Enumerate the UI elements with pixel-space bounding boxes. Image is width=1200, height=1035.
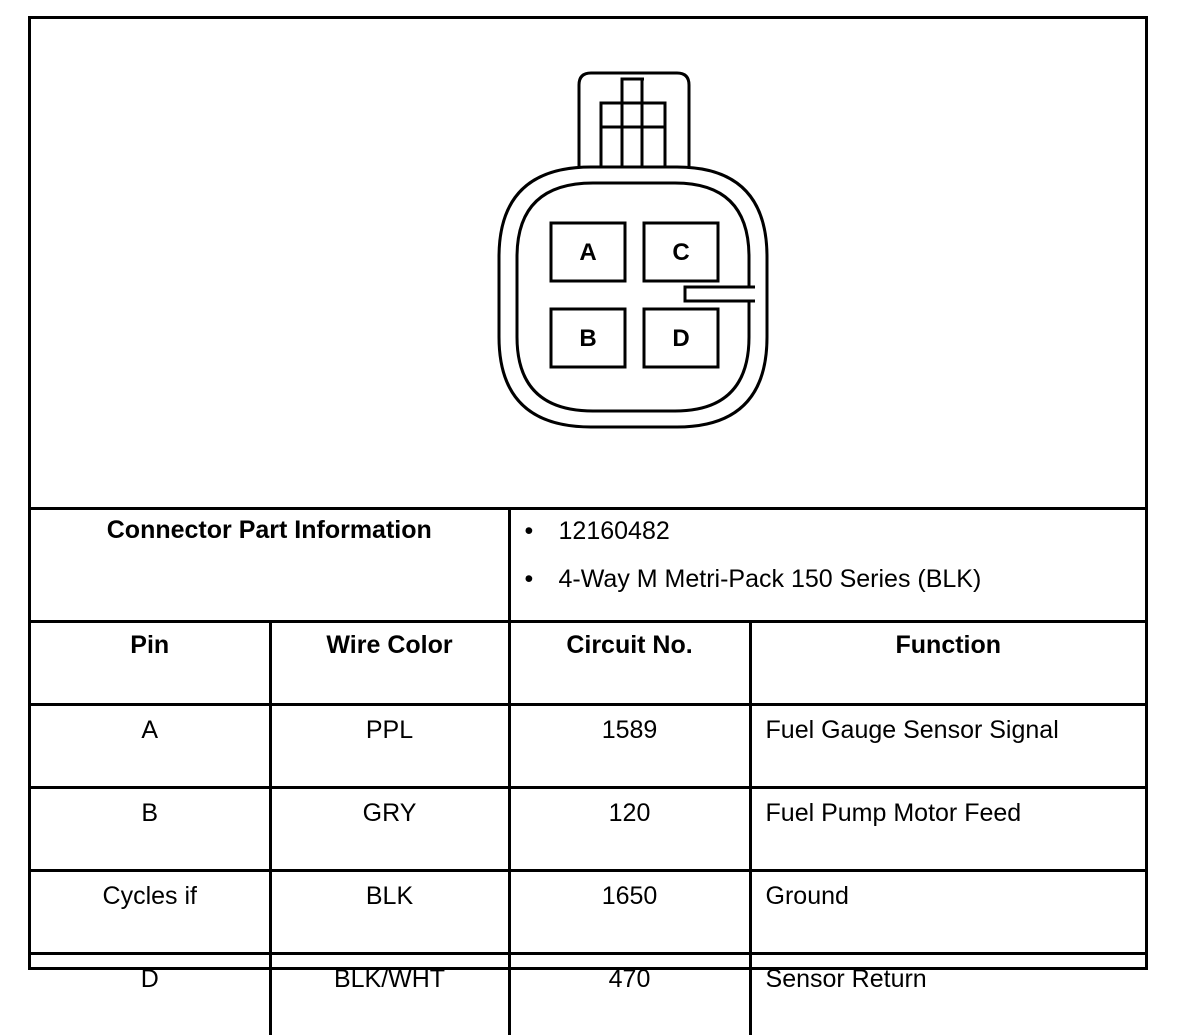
cell-circuit: 470 (509, 954, 750, 1035)
table-row (31, 788, 1145, 871)
cell-wire-color: PPL (270, 705, 509, 788)
table-header-row (31, 622, 1145, 705)
connector-diagram (31, 19, 1145, 510)
svg-text:B: B (579, 325, 596, 352)
header-function: Function (750, 622, 1145, 705)
connector-sheet (28, 16, 1148, 970)
connector-face-icon (31, 19, 1145, 507)
connector-latch (579, 73, 689, 167)
pin-cavity-c (644, 223, 718, 281)
part-number: 12160482 (559, 517, 670, 545)
connector-description: 4-Way M Metri-Pack 150 Series (BLK) (559, 565, 982, 593)
cell-circuit: 1650 (509, 871, 750, 954)
part-info-values (509, 510, 1145, 622)
part-info-label: Connector Part Information (31, 510, 509, 622)
pin-cavity-b (551, 309, 625, 367)
pin-cavity-a (551, 223, 625, 281)
header-circuit-no: Circuit No. (509, 622, 750, 705)
pin-cavity-d (644, 309, 718, 367)
part-info-item (525, 564, 1146, 612)
header-pin: Pin (31, 622, 270, 705)
bullet-icon: • (525, 516, 559, 546)
cell-pin: D (31, 954, 270, 1035)
table-row (31, 871, 1145, 954)
connector-key-slot (683, 287, 755, 301)
bullet-icon: • (525, 564, 559, 594)
part-info-item (525, 516, 1146, 564)
part-info-row (31, 510, 1145, 622)
svg-text:A: A (579, 239, 596, 266)
cell-function: Fuel Pump Motor Feed (750, 788, 1145, 871)
cell-function: Sensor Return (750, 954, 1145, 1035)
header-wire-color: Wire Color (270, 622, 509, 705)
cell-pin: A (31, 705, 270, 788)
svg-text:C: C (672, 239, 689, 266)
cell-wire-color: GRY (270, 788, 509, 871)
cell-wire-color: BLK/WHT (270, 954, 509, 1035)
cell-pin: B (31, 788, 270, 871)
cell-pin: Cycles if (31, 871, 270, 954)
cell-function: Ground (750, 871, 1145, 954)
cell-function: Fuel Gauge Sensor Signal (750, 705, 1145, 788)
svg-text:D: D (672, 325, 689, 352)
table-row (31, 705, 1145, 788)
table-row (31, 954, 1145, 1035)
cell-circuit: 1589 (509, 705, 750, 788)
cell-circuit: 120 (509, 788, 750, 871)
connector-info-table (31, 510, 1145, 1035)
cell-wire-color: BLK (270, 871, 509, 954)
